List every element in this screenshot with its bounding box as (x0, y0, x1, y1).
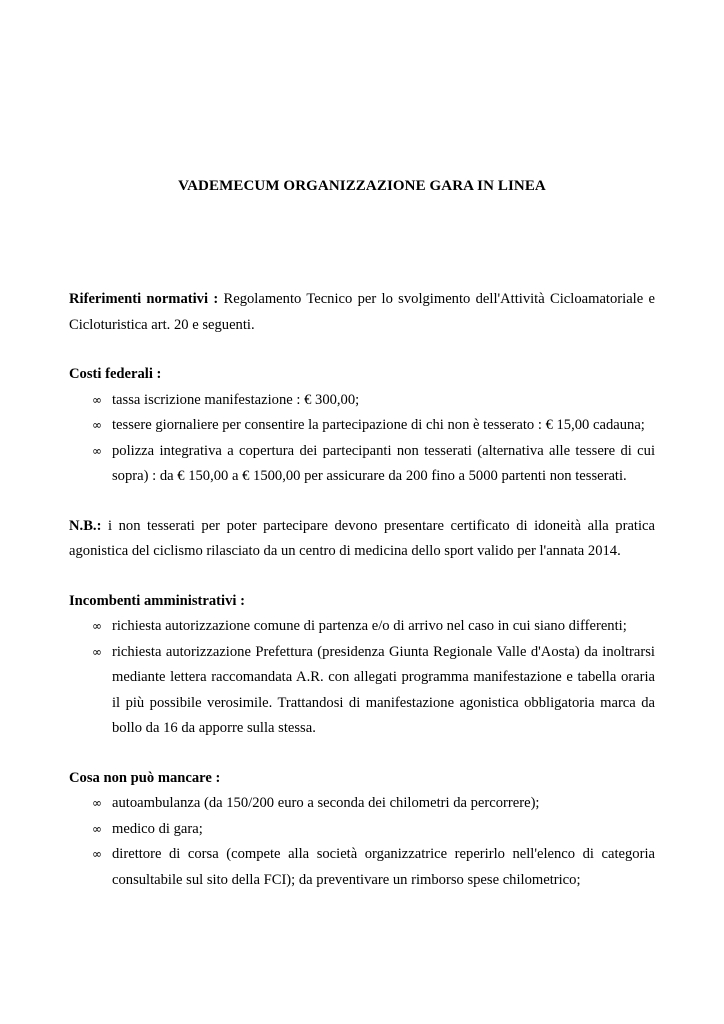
nb-text: i non tesserati per poter partecipare devono presentare certificato di idoneità alla pratica agonistica del ciclismo rilasciato da un centro di medicina dello sport valido per l'annata 2014. (69, 517, 655, 559)
list-item-text: tassa iscrizione manifestazione : € 300,00; (112, 391, 360, 408)
nb-heading: N.B.: (69, 517, 102, 534)
infinity-bullet-icon: ∞ (92, 796, 102, 810)
nb-paragraph (69, 514, 655, 565)
section-costi (69, 362, 655, 490)
infinity-bullet-icon: ∞ (92, 392, 102, 407)
infinity-bullet-icon: ∞ (92, 821, 102, 836)
cosa-list (69, 791, 655, 893)
list-item (69, 842, 655, 893)
riferimenti-heading: Riferimenti normativi : (69, 291, 219, 307)
list-item-text: medico di gara; (112, 820, 203, 837)
document-body (69, 287, 655, 893)
infinity-bullet-icon: ∞ (92, 619, 102, 633)
list-item (69, 614, 655, 640)
costi-list (69, 388, 655, 490)
section-nb (69, 514, 655, 565)
list-item (69, 640, 655, 742)
incombenti-list (69, 614, 655, 742)
list-item (69, 413, 655, 439)
riferimenti-text: Regolamento Tecnico per lo svolgimento dell'Attività Cicloamatoriale e Cicloturistica art. 20 e seguenti. (69, 291, 655, 333)
section-cosa (69, 766, 655, 894)
infinity-bullet-icon: ∞ (92, 847, 102, 861)
list-item-text: autoambulanza (da 150/200 euro a seconda dei chilometri da percorrere); (112, 795, 540, 811)
section-riferimenti (69, 287, 655, 338)
infinity-bullet-icon: ∞ (92, 443, 102, 458)
document-title: VADEMECUM ORGANIZZAZIONE GARA IN LINEA (178, 178, 546, 194)
incombenti-heading: Incombenti amministrativi : (69, 592, 245, 609)
list-item (69, 791, 655, 817)
riferimenti-paragraph (69, 287, 655, 338)
list-item (69, 439, 655, 490)
list-item-text: tessere giornaliere per consentire la partecipazione di chi non è tesserato : € 15,00 cadauna; (112, 417, 645, 433)
costi-heading: Costi federali : (69, 366, 162, 382)
list-item-text: polizza integrativa a copertura dei partecipanti non tesserati (alternativa alle tessere di cui sopra) : da € 150,00 a € 1500,00 per assicurare da 200 fino a 5000 partenti non tesserati. (112, 442, 655, 484)
section-incombenti (69, 589, 655, 742)
list-item-text: direttore di corsa (compete alla società organizzatrice reperirlo nell'elenco di categoria consultabile sul sito della FCI); da preventivare un rimborso spese chilometrico; (112, 846, 655, 888)
list-item-text: richiesta autorizzazione Prefettura (presidenza Giunta Regionale Valle d'Aosta) da inoltrarsi mediante lettera raccomandata A.R. con allegati programma manifestazione e tabella oraria il più possibile verosimile. Trattandosi di manifestazione agonistica obbligatoria marca da bollo da 16 da apporre sulla stessa. (112, 643, 655, 736)
infinity-bullet-icon: ∞ (92, 418, 102, 432)
list-item (69, 817, 655, 843)
list-item (69, 388, 655, 414)
cosa-heading: Cosa non può mancare : (69, 769, 221, 786)
infinity-bullet-icon: ∞ (92, 644, 102, 659)
list-item-text: richiesta autorizzazione comune di partenza e/o di arrivo nel caso in cui siano differenti; (112, 618, 627, 634)
